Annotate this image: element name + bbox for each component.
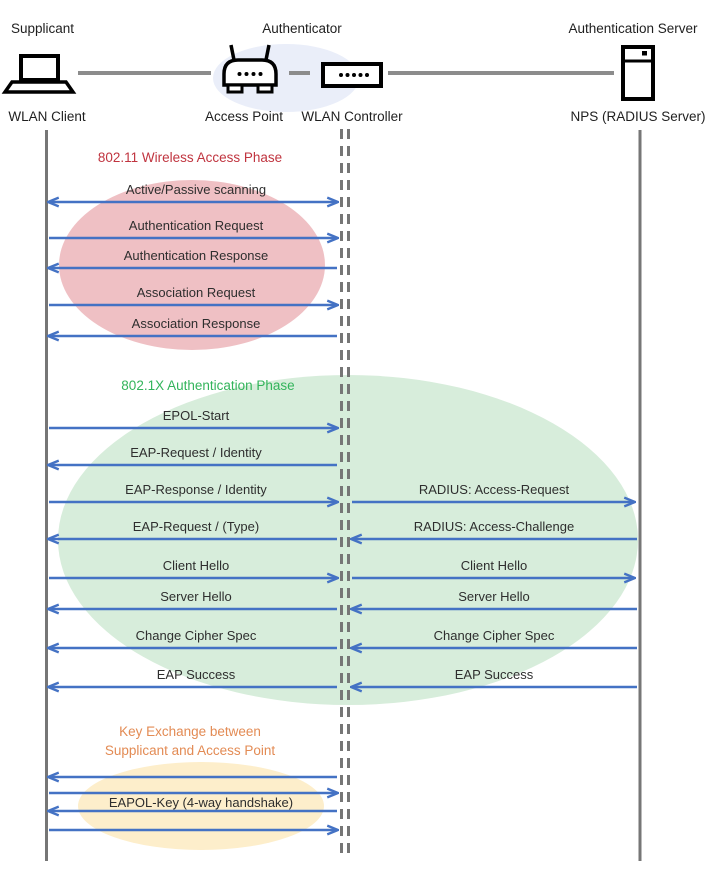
phase-title-key-exchange-line1: Key Exchange between [119, 724, 261, 739]
message-label: EAP-Response / Identity [125, 482, 267, 497]
message-label: EAP-Request / Identity [130, 445, 262, 460]
message-label: Server Hello [458, 589, 530, 604]
phase-title-80211: 802.11 Wireless Access Phase [97, 150, 283, 165]
message-label: EPOL-Start [162, 408, 230, 423]
phase-title-key-exchange-line2: Supplicant and Access Point [104, 743, 276, 758]
message-label: Client Hello [162, 558, 230, 573]
message-label: Association Response [131, 316, 261, 331]
role-label-supplicant: Supplicant [11, 21, 75, 36]
message-label: Server Hello [160, 589, 232, 604]
message-label: RADIUS: Access-Challenge [413, 519, 575, 534]
device-label-wlan-controller: WLAN Controller [301, 109, 403, 124]
message-label: EAPOL-Key (4-way handshake) [108, 795, 294, 810]
laptop-icon [5, 56, 73, 92]
message-label: RADIUS: Access-Request [418, 482, 570, 497]
message-label: EAP Success [156, 667, 236, 682]
message-label: Change Cipher Spec [135, 628, 257, 643]
device-label-access-point: Access Point [204, 109, 284, 124]
role-label-authentication-server: Authentication Server [568, 21, 698, 36]
device-label-wlan-client: WLAN Client [8, 109, 86, 124]
wlan-controller-icon [323, 64, 381, 86]
message-label: Active/Passive scanning [125, 182, 267, 197]
role-label-authenticator: Authenticator [262, 21, 342, 36]
message-label: Authentication Response [123, 248, 269, 263]
message-label: Association Request [136, 285, 256, 300]
message-label: EAP Success [454, 667, 534, 682]
phase-title-8021x: 802.1X Authentication Phase [121, 378, 295, 393]
message-label: Change Cipher Spec [433, 628, 555, 643]
server-icon [623, 47, 653, 99]
message-label: Client Hello [460, 558, 528, 573]
message-label: Authentication Request [128, 218, 264, 233]
device-label-nps: NPS (RADIUS Server) [570, 109, 706, 124]
message-label: EAP-Request / (Type) [132, 519, 260, 534]
